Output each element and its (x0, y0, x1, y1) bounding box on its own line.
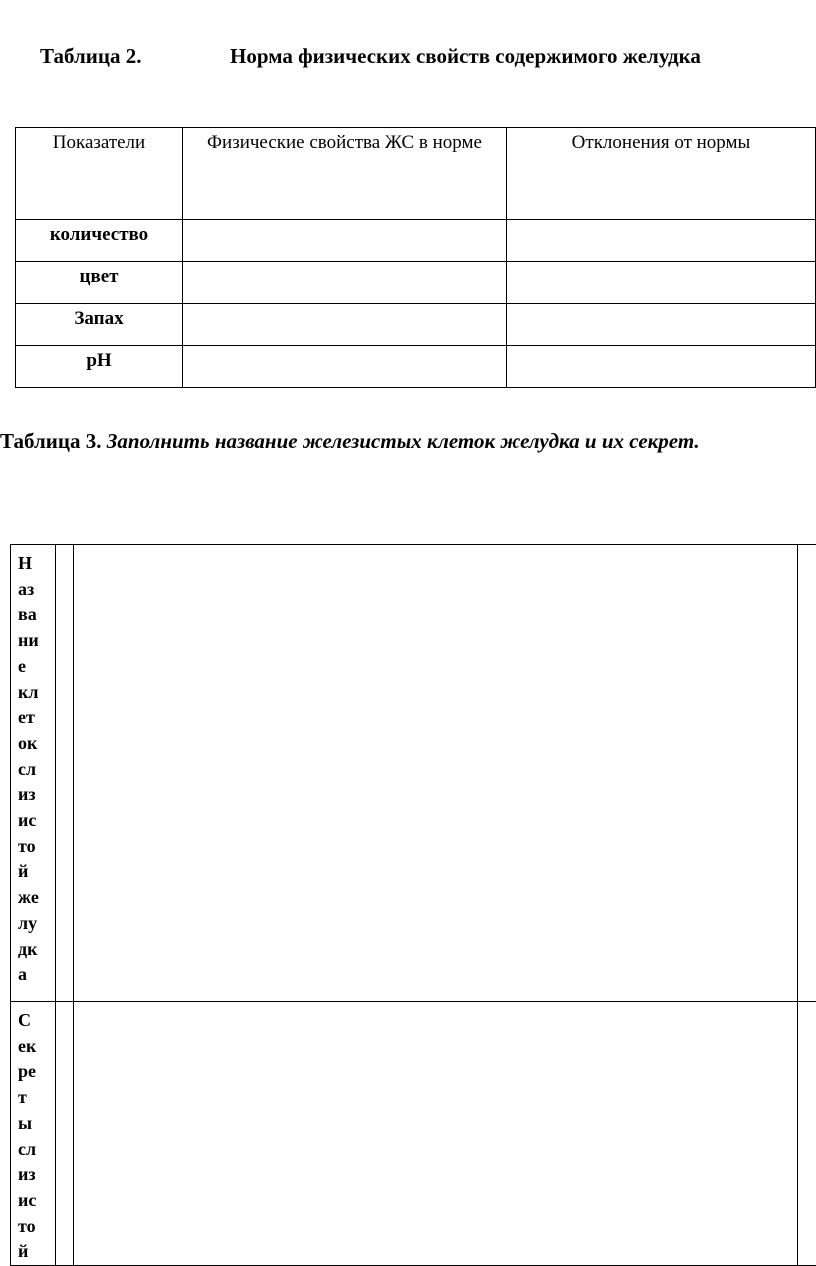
gland-cells-table (10, 544, 816, 1266)
narrow-cell[interactable] (56, 545, 74, 1002)
table3-number: Таблица 3. (0, 429, 101, 453)
table-header-row (16, 128, 816, 220)
row-label-smell: Запах (16, 304, 183, 346)
header-normal-properties: Физические свойства ЖС в норме (183, 128, 507, 220)
deviation-cell[interactable] (507, 262, 816, 304)
deviation-cell[interactable] (507, 220, 816, 262)
row-label-fragment: й (18, 1239, 50, 1265)
row-label-fragment: из (18, 1162, 50, 1188)
normal-cell[interactable] (183, 220, 507, 262)
normal-cell[interactable] (183, 346, 507, 388)
row-label-fragment: кл (18, 680, 50, 706)
header-deviations: Отклонения от нормы (507, 128, 816, 220)
table3-caption: Заполнить название железистых клеток желудка и их секрет. (107, 429, 700, 453)
row-label-text (18, 551, 50, 988)
physical-properties-table (15, 127, 816, 388)
table2-caption: Норма физических свойств содержимого желудка (230, 44, 701, 69)
normal-cell[interactable] (183, 304, 507, 346)
deviation-cell[interactable] (507, 346, 816, 388)
table-row (11, 1002, 816, 1266)
row-label-color: цвет (16, 262, 183, 304)
row-label-quantity: количество (16, 220, 183, 262)
row-label-ph: pH (16, 346, 183, 388)
row-label-fragment: С (18, 1008, 50, 1034)
row-label-fragment: ек (18, 1034, 50, 1060)
row-label-fragment: а (18, 962, 50, 988)
row-label-text (18, 1008, 50, 1265)
row-label-fragment: ис (18, 1188, 50, 1214)
row-label-fragment: ет (18, 705, 50, 731)
table-row (16, 262, 816, 304)
row-label-fragment: й (18, 859, 50, 885)
narrow-cell[interactable] (798, 1002, 816, 1266)
row-label-fragment: то (18, 834, 50, 860)
header-indicators: Показатели (16, 128, 183, 220)
row-label-fragment: Н (18, 551, 50, 577)
table2-title (40, 44, 141, 69)
row-label-fragment: е (18, 654, 50, 680)
row-label-fragment: же (18, 885, 50, 911)
table3-title (0, 426, 800, 457)
row-label-fragment: ы (18, 1111, 50, 1137)
table2-number: Таблица 2. (40, 44, 141, 68)
table-row (11, 545, 816, 1002)
answer-cell[interactable] (74, 1002, 798, 1266)
row-label-fragment: ре (18, 1059, 50, 1085)
row-label-fragment: ок (18, 731, 50, 757)
row-label-fragment: дк (18, 937, 50, 963)
table-row (16, 304, 816, 346)
row-label-fragment: лу (18, 911, 50, 937)
normal-cell[interactable] (183, 262, 507, 304)
row-label-fragment: из (18, 782, 50, 808)
row-label-fragment: ни (18, 628, 50, 654)
row-label-fragment: аз (18, 577, 50, 603)
row-label-fragment: сл (18, 757, 50, 783)
row-label-fragment: ва (18, 602, 50, 628)
row-label-fragment: ис (18, 808, 50, 834)
row-label-secretions (11, 1002, 56, 1266)
table-row (16, 346, 816, 388)
narrow-cell[interactable] (56, 1002, 74, 1266)
narrow-cell[interactable] (798, 545, 816, 1002)
row-label-fragment: сл (18, 1137, 50, 1163)
answer-cell[interactable] (74, 545, 798, 1002)
row-label-fragment: т (18, 1085, 50, 1111)
table-row (16, 220, 816, 262)
deviation-cell[interactable] (507, 304, 816, 346)
row-label-fragment: то (18, 1214, 50, 1240)
row-label-cell-names (11, 545, 56, 1002)
